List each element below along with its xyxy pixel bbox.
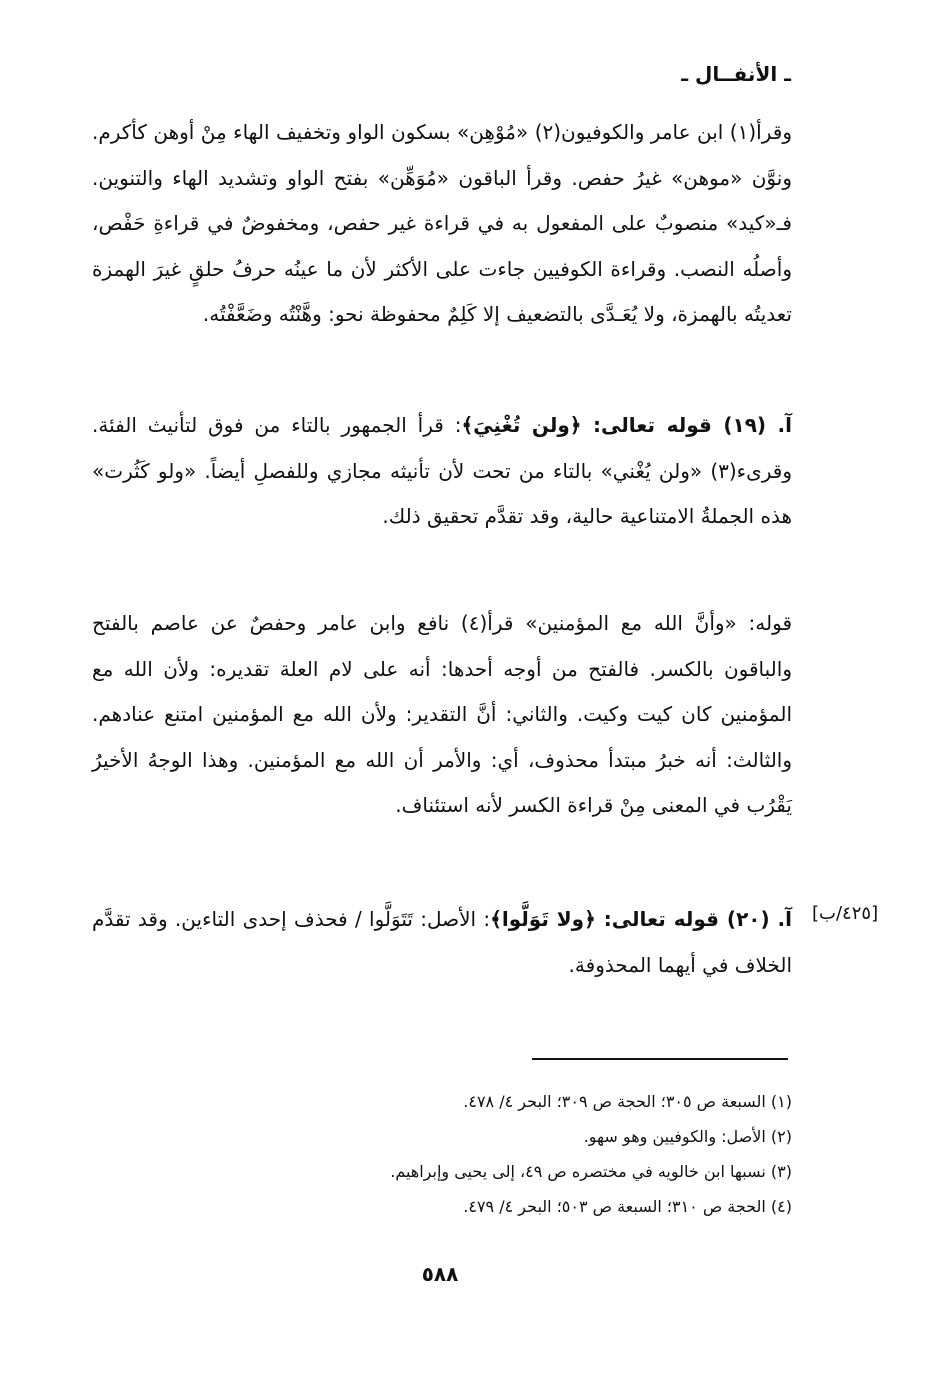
- footnotes: [150, 1084, 792, 1224]
- paragraph-4: [92, 897, 792, 988]
- footnote-1: (١) السبعة ص ٣٠٥؛ الحجة ص ٣٠٩؛ البحر ٤/ ٤٧٨.: [463, 1092, 792, 1111]
- verse-heading-19: آ. (١٩) قوله تعالى: ﴿ولن تُغْنِيَ﴾: [461, 413, 792, 437]
- footnote-divider: [532, 1058, 788, 1060]
- paragraph-1: [92, 110, 792, 338]
- footnote-4: (٤) الحجة ص ٣١٠؛ السبعة ص ٥٠٣؛ البحر ٤/ ٤٧٩.: [463, 1197, 792, 1216]
- running-header: ـ الأنفــال ـ: [681, 62, 791, 86]
- paragraph-3: [92, 601, 792, 829]
- footnote-2: (٢) الأصل: والكوفيين وهو سهو.: [583, 1127, 792, 1146]
- manuscript-folio-note: [٤٢٥/ب]: [812, 903, 879, 924]
- paragraph-2-text: : قرأ الجمهور بالتاء من فوق لتأنيث الفئة. وقرىء(٣) «ولن يُغْني» بالتاء من تحت لأن تأنيثه مجازي وللفصلِ أيضاً. «ولو كَثُرت» هذه الجملةُ الامتناعية حالية، وقد تقدَّم تحقيق ذلك.: [92, 413, 792, 528]
- paragraph-2: [92, 403, 792, 540]
- paragraph-3-text: قوله: «وأنَّ الله مع المؤمنين» قرأ(٤) نافع وابن عامر وحفصٌ عن عاصم بالفتح والباقون بالكسر. فالفتح من أوجه أحدها: أنه على لام العلة تقديره: ولأن الله مع المؤمنين كان كيت وكيت. والثاني: أنَّ التقدير: ولأن الله مع المؤمنين امتنع عنادهم. والثالث: أنه خبرُ مبتدأ محذوف، أي: والأمر أن الله مع المؤمنين. وهذا الوجهُ الأخيرُ يَقْرُب في المعنى مِنْ قراءة الكسر لأنه استئناف.: [92, 611, 793, 817]
- footnote-3: (٣) نسبها ابن خالويه في مختصره ص ٤٩، إلى يحيى وإبراهيم.: [390, 1162, 792, 1181]
- page-number: ٥٨٨: [421, 1262, 459, 1286]
- verse-heading-20: آ. (٢٠) قوله تعالى: ﴿ولا تَوَلَّوا﴾: [490, 907, 793, 931]
- paragraph-1-text: وقرأ(١) ابن عامر والكوفيون(٢) «مُوْهِن» بسكون الواو وتخفيف الهاء مِنْ أوهن كأكرم. ونوَّن «موهن» غيرُ حفص. وقرأ الباقون «مُوَهِّن» بفتح الواو وتشديد الهاء والتنوين. فـ«كيد» منصوبٌ على المفعول به في قراءة غير حفص، ومخفوضٌ في قراءةِ حَفْص، وأصلُه النصب. وقراءة الكوفيين جاءت على الأكثر لأن ما عينُه حرفُ حلقٍ غيرَ الهمزة تعديتُه بالهمزة، ولا يُعَـدَّى بالتضعيف إلا كَلِمٌ محفوظة نحو: وهَّنْتُه وضَعَّفْتُه.: [92, 120, 792, 326]
- paragraph-4-text: : الأصل: تَتَوَلَّوا / فحذف إحدى التاءين. وقد تقدَّم الخلاف في أيهما المحذوفة.: [92, 907, 792, 977]
